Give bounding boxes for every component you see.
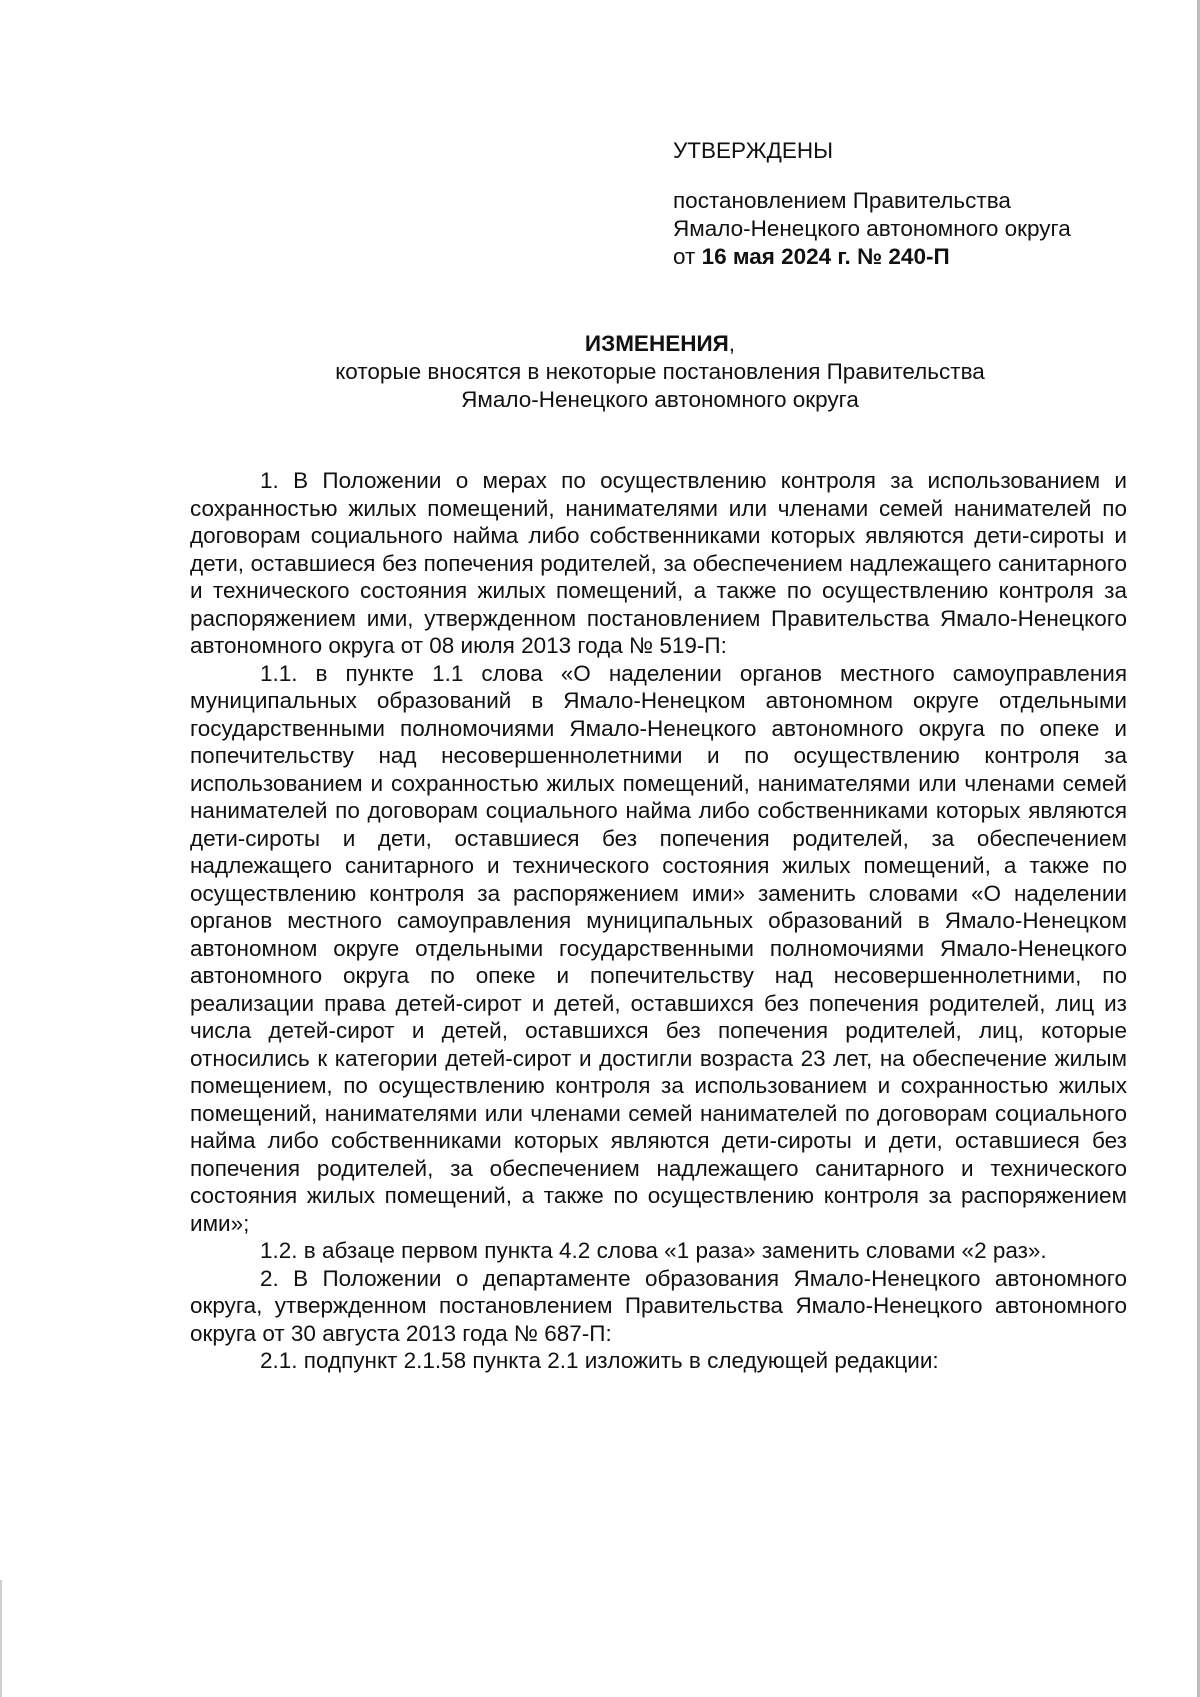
document-title-block [190, 330, 1130, 414]
document-title-line [190, 330, 1130, 358]
approval-number: 240-П [888, 244, 950, 269]
approval-heading: УТВЕРЖДЕНЫ [673, 138, 833, 163]
paragraph-1: 1. В Положении о мерах по осуществлению контроля за использованием и сохранностью жилых помещений, нанимателями или членами семей нанимателей по договорам социального найма либо собственниками которых являются дети-сироты и дети, оставшиеся без попечения родителей, за обеспечением надлежащего санитарного и технического состояния жилых помещений, а также по осуществлению контроля за распоряжением ими, утвержденном постановлением Правительства Ямало-Ненецкого автономного округа от 08 июля 2013 года № 519-П: [190, 468, 1127, 658]
paragraph-1-1: 1.1. в пункте 1.1 слова «О наделении органов местного самоуправления муниципальных образований в Ямало-Ненецком автономном округе отдельными государственными полномочиями Ямало-Ненецкого автономного округа по опеке и попечительству над несовершеннолетними и по осуществлению контроля за использованием и сохранностью жилых помещений, нанимателями или членами семей нанимателей по договорам социального найма либо собственниками которых являются дети-сироты и дети, оставшиеся без попечения родителей, за обеспечением надлежащего санитарного и технического состояния жилых помещений, а также по осуществлению контроля за распоряжением ими» заменить словами «О наделении органов местного самоуправления муниципальных образований в Ямало-Ненецком автономном округе отдельными государственными полномочиями Ямало-Ненецкого автономного округа по опеке и попечительству над несовершеннолетними, по реализации права детей-сирот и детей, оставшихся без попечения родителей, лиц из числа детей-сирот и детей, оставшихся без попечения родителей, лиц, которые относились к категории детей-сирот и достигли возраста 23 лет, на обеспечение жилым помещением, по осуществлению контроля за использованием и сохранностью жилых помещений, нанимателями или членами семей нанимателей по договорам социального найма либо собственниками которых являются дети-сироты и дети, оставшиеся без попечения родителей, за обеспечением надлежащего санитарного и технического состояния жилых помещений, а также по осуществлению контроля за распоряжением ими»; [190, 660, 1127, 1236]
approval-line-2: Ямало-Ненецкого автономного округа [673, 216, 1071, 241]
paragraph-2: 2. В Положении о департаменте образования Ямало-Ненецкого автономного округа, утвержденном постановлением Правительства Ямало-Ненецкого автономного округа от 30 августа 2013 года № 687-П: [190, 1265, 1127, 1346]
approval-date: 16 мая 2024 г. [701, 244, 851, 269]
document-body [190, 467, 1127, 1375]
document-subtitle-1: которые вносятся в некоторые постановления Правительства [335, 359, 985, 384]
approval-line-1: постановлением Правительства [673, 188, 1011, 213]
paragraph-1-2: 1.2. в абзаце первом пункта 4.2 слова «1 раза» заменить словами «2 раз». [260, 1238, 1047, 1263]
scan-edge-left [0, 1580, 2, 1697]
approval-date-prefix: от [673, 244, 696, 269]
approval-stamp-block [673, 137, 1133, 271]
approval-number-sign: № [857, 244, 883, 269]
document-title: ИЗМЕНЕНИЯ [584, 331, 729, 356]
paragraph-2-1: 2.1. подпункт 2.1.58 пункта 2.1 изложить в следующей редакции: [260, 1348, 939, 1373]
approval-date-line [673, 243, 1133, 271]
document-subtitle-2: Ямало-Ненецкого автономного округа [461, 387, 859, 412]
document-title-suffix: , [728, 331, 736, 356]
